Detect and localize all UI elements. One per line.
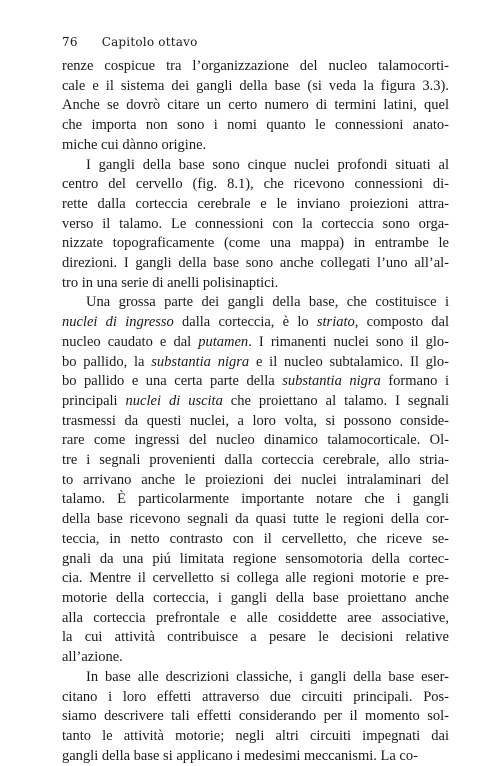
body-text: [62, 57, 449, 766]
text-line: to arrivano anche le proiezioni dei nuclei intralaminari del: [62, 471, 449, 488]
text-line: teccia, in netto contrasto con il cervelletto, che riceve se-: [62, 530, 449, 547]
text-line: gnali da una piú limitata regione sensomotoria della cortec-: [62, 550, 449, 567]
text-line: alla corteccia prefrontale e alle cosiddette aree associative,: [62, 609, 449, 626]
text-line: bo pallido, la substantia nigra e il nucleo subtalamico. Il glo-: [62, 353, 450, 370]
text-line: renze cospicue tra l’organizzazione del nucleo talamocorti-: [62, 58, 449, 74]
text-line: citano i loro effetti attraverso due circuiti principali. Pos-: [62, 688, 449, 705]
text-line: siamo descrivere tali effetti considerando per il momento sol-: [62, 708, 449, 725]
text-line: nucleo caudato e dal putamen. I rimanenti nuclei sono il glo-: [62, 333, 449, 350]
text-line: tro in una serie di anelli polisinaptici.: [62, 274, 279, 291]
text-line: che importa non sono i nomi quanto le connessioni anato-: [62, 117, 449, 134]
text-line: miche cui dànno origine.: [62, 136, 207, 153]
text-line: rare come ingressi del nucleo dinamico talamocorticale. Ol-: [62, 432, 449, 449]
text-line: tre i segnali provenienti dalla corteccia cerebrale, allo stria-: [62, 452, 449, 469]
text-line: principali nuclei di uscita che proiettano al talamo. I segnali: [62, 392, 449, 409]
page-number: 76: [62, 35, 78, 49]
text-line: talamo. È particolarmente importante notare che i gangli: [62, 491, 449, 508]
text-line: nizzate topograficamente (come una mappa) in entrambe le: [62, 235, 449, 252]
text-line: nuclei di ingresso dalla corteccia, è lo striato, composto dal: [62, 314, 449, 331]
text-line: centro del cervello (fig. 8.1), che ricevono connessioni di-: [62, 176, 449, 193]
text-line: In base alle descrizioni classiche, i gangli della base eser-: [86, 668, 449, 685]
text-line: motorie della corteccia, i gangli della base proiettano anche: [62, 589, 449, 606]
text-line: cia. Mentre il cervelletto si collega alle regioni motorie e pre-: [62, 570, 449, 587]
text-line: Una grossa parte dei gangli della base, che costituisce i: [86, 294, 449, 311]
text-line: direzioni. I gangli della base sono anche collegati l’uno all’al-: [62, 255, 449, 272]
text-line: Anche se dovrò citare un certo numero di termini latini, quel: [62, 97, 449, 114]
paragraph: [62, 293, 449, 667]
text-line: verso il talamo. Le connessioni con la corteccia sono orga-: [62, 215, 449, 232]
text-line: rette dalla corteccia cerebrale e le inviano proiezioni attra-: [62, 195, 449, 212]
text-line: I gangli della base sono cinque nuclei profondi situati al: [86, 156, 449, 173]
text-line: della base ricevono segnali da quasi tutte le regioni della cor-: [62, 511, 449, 528]
text-line: la cui attività contribuisce a pesare le decisioni relative: [62, 629, 449, 646]
text-line: bo pallido e una certa parte della substantia nigra formano i: [62, 373, 449, 390]
text-line: cale e il sistema dei gangli della base (si veda la figura 3.3).: [62, 77, 449, 94]
chapter-title: Capitolo ottavo: [101, 35, 198, 49]
text-line: gangli della base si applicano i medesimi meccanismi. La co-: [62, 747, 418, 764]
paragraph: [62, 156, 449, 294]
text-line: all’azione.: [62, 649, 123, 666]
paragraph: [62, 668, 449, 766]
text-line: trasmessi da questi nuclei, a loro volta, si possono conside-: [62, 412, 449, 429]
running-header: [62, 35, 198, 49]
text-line: tanto le attività motorie; negli altri circuiti impegnati dai: [62, 727, 449, 744]
paragraph: [62, 57, 449, 156]
